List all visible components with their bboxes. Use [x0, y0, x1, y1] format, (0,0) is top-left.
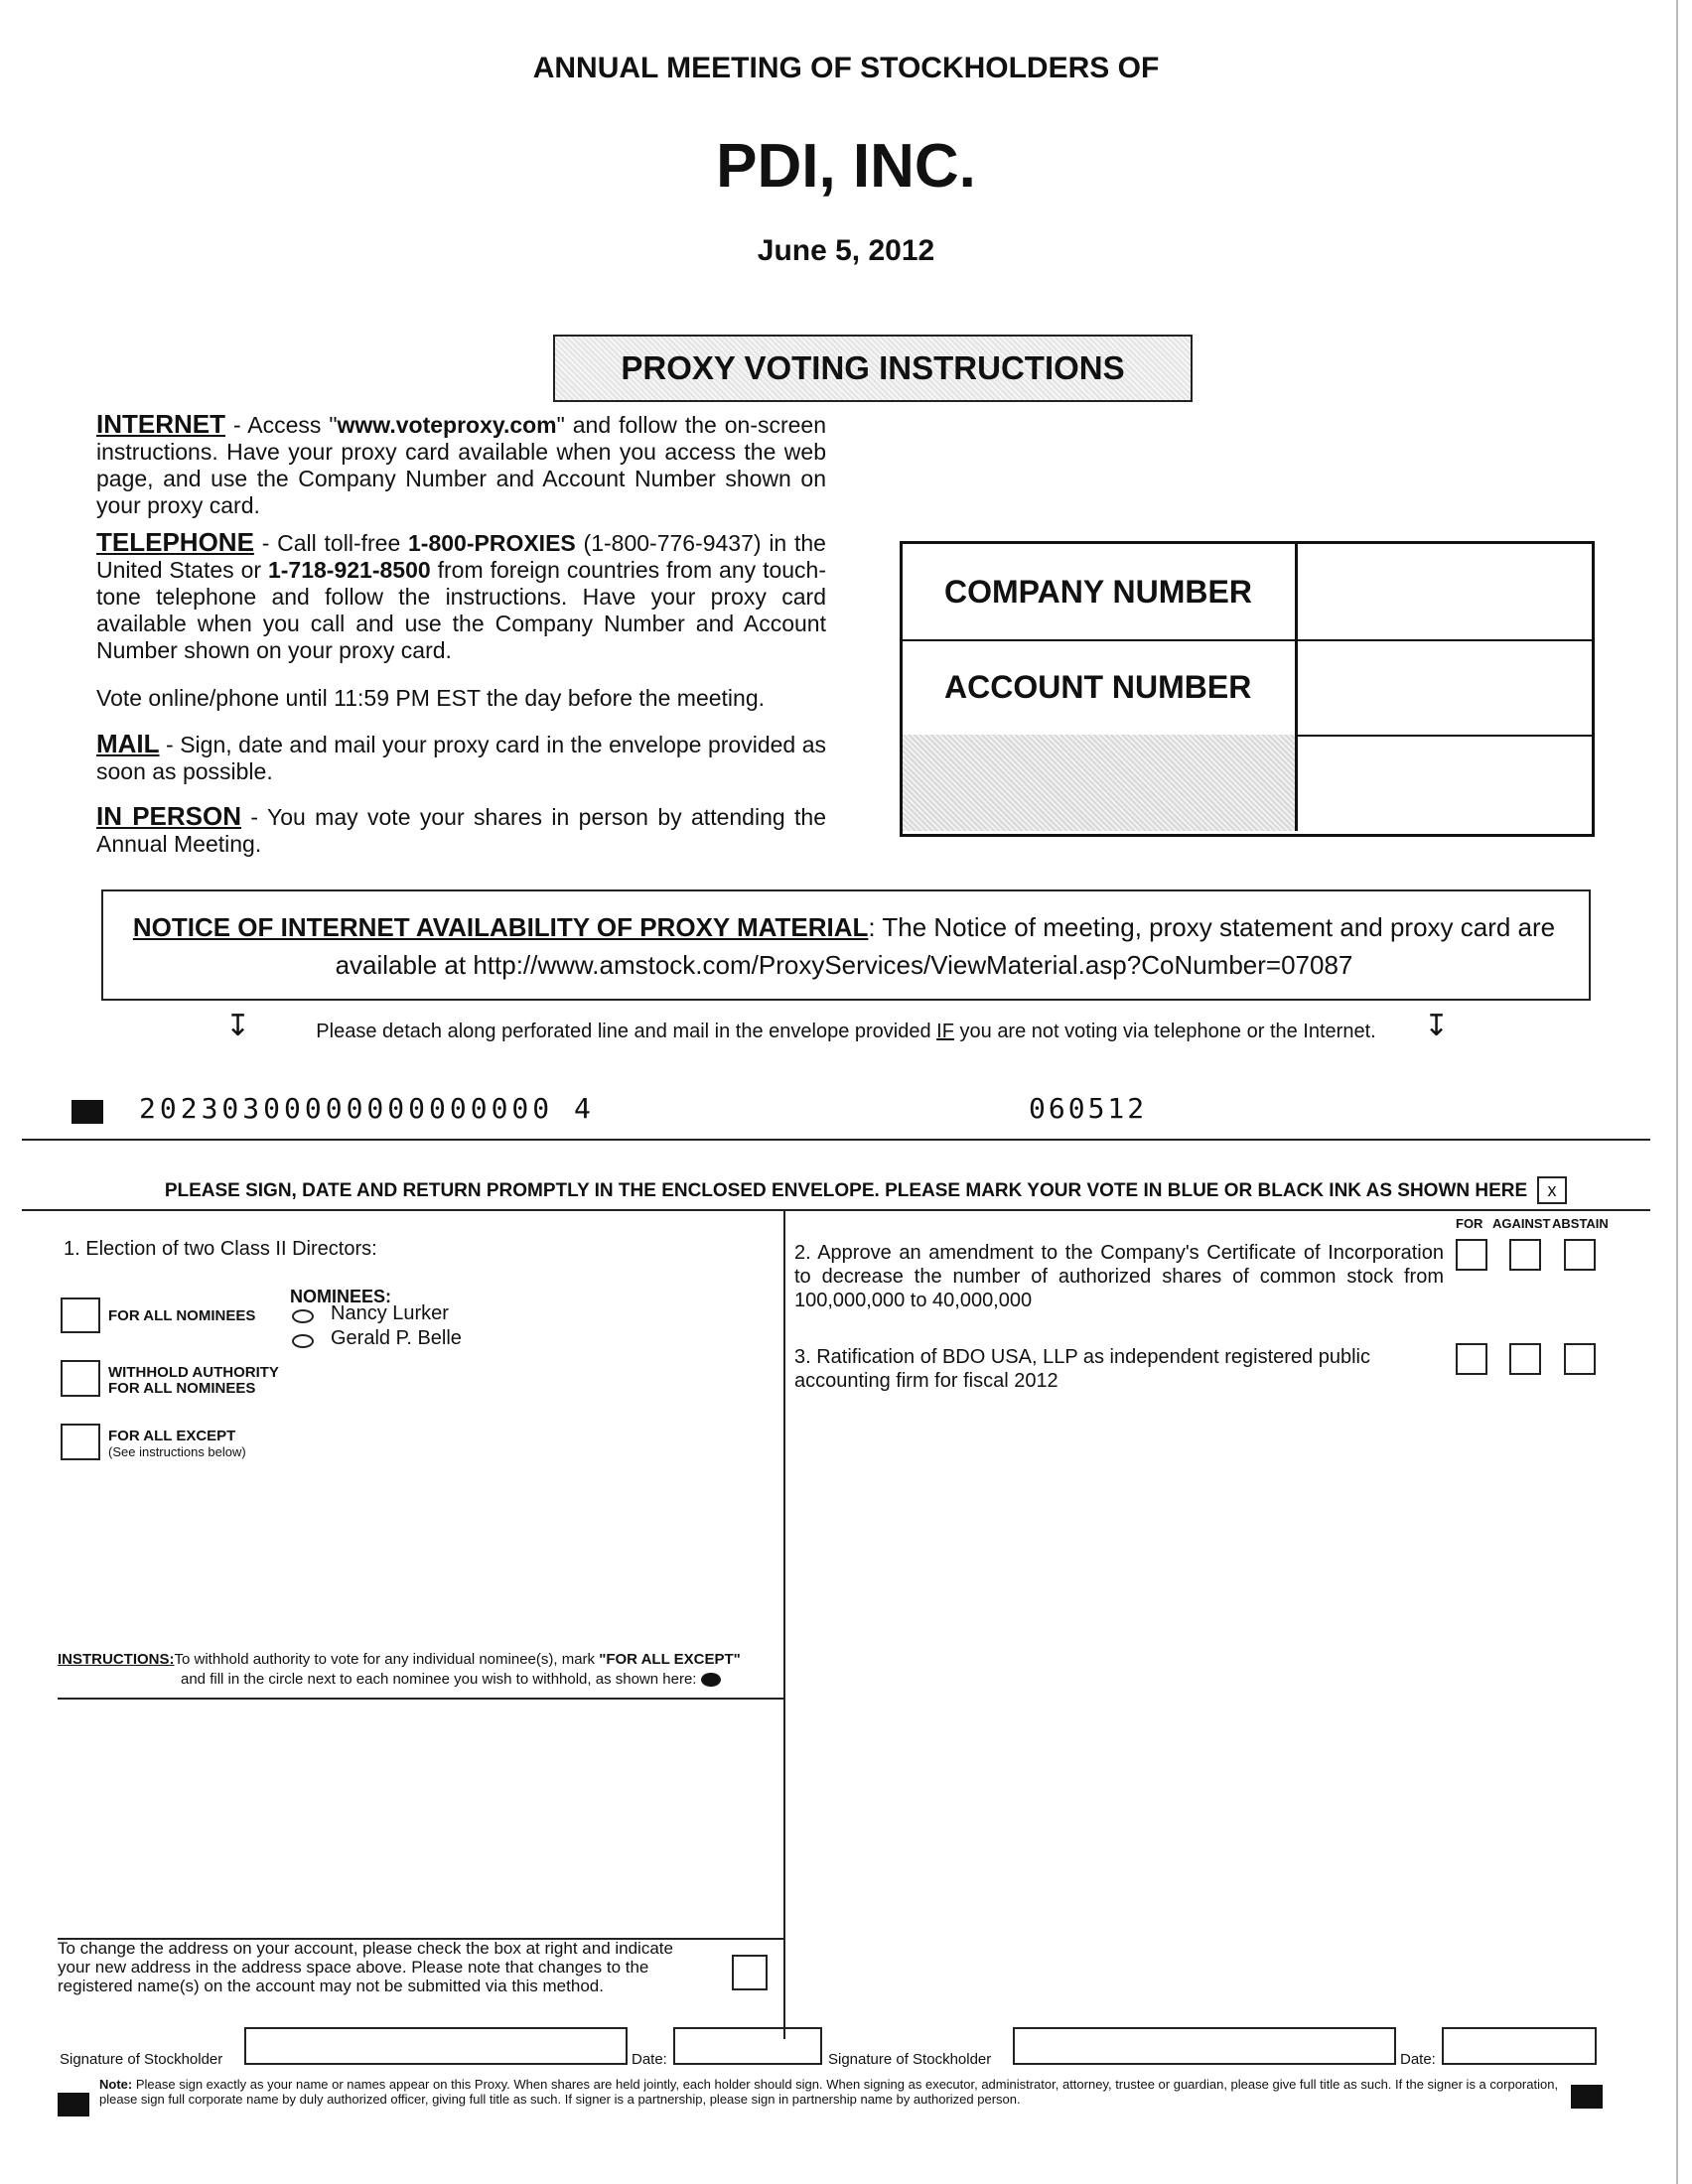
mail-text: - Sign, date and mail your proxy card in the envelope provided as soon as possible.	[96, 732, 826, 784]
telephone-text-mid: (1-800-776-9437) in the United States or	[96, 530, 826, 583]
notice-text	[129, 908, 1559, 984]
registration-mark	[58, 2093, 89, 2116]
instructions-underline	[58, 1698, 783, 1700]
foreign-number: 1-718-921-8500	[267, 557, 431, 583]
mail-instructions	[96, 731, 826, 785]
registration-mark	[71, 1100, 103, 1124]
note-label: Note:	[99, 2077, 133, 2092]
instructions-text1: To withhold authority to vote for any individual nominee(s), mark	[174, 1651, 600, 1668]
internet-heading: INTERNET	[96, 409, 225, 439]
item3-label: 3. Ratification of BDO USA, LLP as independent registered public accounting firm for fiscal 2012	[794, 1346, 1370, 1392]
item2-for-checkbox[interactable]	[1456, 1239, 1487, 1271]
shaded-row	[903, 735, 1592, 831]
telephone-instructions	[96, 529, 826, 664]
ballot-divider	[783, 1209, 785, 2039]
perforation-line	[22, 1139, 1650, 1141]
in-person-instructions	[96, 803, 826, 858]
internet-instructions	[96, 411, 826, 519]
proxy-voting-instructions-label: PROXY VOTING INSTRUCTIONS	[621, 349, 1125, 386]
withhold-instructions	[58, 1650, 773, 1690]
sign-return-instructions: PLEASE SIGN, DATE AND RETURN PROMPTLY IN THE ENCLOSED ENVELOPE. PLEASE MARK YOUR VOTE IN BLUE OR BLACK INK AS SHOWN HERE	[164, 1180, 1528, 1201]
withhold-line1: WITHHOLD AUTHORITY	[108, 1364, 279, 1381]
company-number-label: COMPANY NUMBER	[903, 544, 1298, 639]
item3-for-checkbox[interactable]	[1456, 1343, 1487, 1375]
detach-if: IF	[936, 1021, 954, 1042]
for-all-nominees-label: FOR ALL NOMINEES	[108, 1307, 256, 1324]
signature-field[interactable]	[244, 2027, 628, 2065]
ballot-top-line	[22, 1209, 1650, 1211]
detach-text-pre: Please detach along perforated line and mail in the envelope provided	[316, 1021, 937, 1042]
company-number-row	[903, 544, 1592, 641]
shaded-cell	[903, 735, 1298, 831]
for-all-except-line1: FOR ALL EXCEPT	[108, 1428, 236, 1444]
signature-note	[99, 2077, 1559, 2107]
instructions-bold: "FOR ALL EXCEPT"	[599, 1651, 741, 1668]
abstain-column-header: ABSTAIN	[1552, 1216, 1609, 1231]
signature-label: Signature of Stockholder	[60, 2051, 223, 2068]
item2-abstain-checkbox[interactable]	[1564, 1239, 1596, 1271]
meeting-date: June 5, 2012	[757, 234, 935, 267]
against-column-header: AGAINST	[1492, 1216, 1551, 1231]
signature-field[interactable]	[1013, 2027, 1396, 2065]
form-code: 060512	[1029, 1092, 1148, 1125]
detach-text-post: you are not voting via telephone or the Internet.	[953, 1021, 1376, 1042]
instructions-text2: and fill in the circle next to each nominee you wish to withhold, as shown here:	[181, 1671, 697, 1688]
in-person-heading: IN PERSON	[96, 801, 242, 831]
proxy-voting-instructions-title	[553, 335, 1193, 402]
page-edge	[1676, 0, 1678, 2184]
item3-abstain-checkbox[interactable]	[1564, 1343, 1596, 1375]
down-arrow-icon: ↧	[225, 1010, 251, 1042]
nominee-name: Nancy Lurker	[331, 1302, 449, 1324]
company-account-table	[900, 541, 1595, 837]
address-change-checkbox[interactable]	[732, 1955, 768, 1990]
telephone-text-pre: - Call toll-free	[253, 530, 409, 556]
filled-circle-icon	[701, 1673, 721, 1687]
telephone-heading: TELEPHONE	[96, 527, 254, 557]
vote-deadline: Vote online/phone until 11:59 PM EST the day before the meeting.	[96, 685, 765, 711]
item2-label: 2. Approve an amendment to the Company's Certificate of Incorporation to decrease the number of authorized shares of common stock from 100,000,000 to 40,000,000	[794, 1242, 1444, 1311]
date-label: Date:	[1400, 2051, 1436, 2068]
date-field[interactable]	[1442, 2027, 1597, 2065]
barcode-number: 20230300000000000000 4	[139, 1092, 595, 1125]
example-mark-box: x	[1537, 1176, 1567, 1204]
notice-body: : The Notice of meeting, proxy statement and proxy card are available at http://www.amstock.com/ProxyServices/ViewMaterial.asp?CoNumber=07087	[335, 912, 1556, 980]
notice-heading: NOTICE OF INTERNET AVAILABILITY OF PROXY MATERIAL	[132, 912, 869, 942]
mail-heading: MAIL	[96, 729, 160, 758]
meeting-heading: ANNUAL MEETING OF STOCKHOLDERS OF	[532, 52, 1160, 84]
date-label: Date:	[632, 2051, 667, 2068]
vote-website-link[interactable]: www.voteproxy.com	[337, 412, 557, 438]
in-person-text: - You may vote your shares in person by attending the Annual Meeting.	[96, 804, 826, 857]
signature-label: Signature of Stockholder	[828, 2051, 992, 2068]
for-all-except-label	[108, 1429, 246, 1460]
instructions-heading: INSTRUCTIONS:	[58, 1651, 175, 1668]
item3-against-checkbox[interactable]	[1509, 1343, 1541, 1375]
nominee-circle[interactable]	[292, 1334, 314, 1348]
item1-label: 1. Election of two Class II Directors:	[64, 1238, 377, 1260]
note-text: Please sign exactly as your name or names appear on this Proxy. When shares are held jointly, each holder should sign. When signing as executor, administrator, attorney, trustee or guardian, please give full title as such. If the signer is a corporation, please sign full corporate name by duly authorized officer, giving full title as such. If signer is a partnership, please sign in partnership name by authorized person.	[99, 2077, 1559, 2107]
nominee-circle[interactable]	[292, 1309, 314, 1323]
nominees-heading: NOMINEES:	[290, 1287, 392, 1306]
withhold-authority-label	[108, 1365, 279, 1397]
for-column-header: FOR	[1456, 1216, 1483, 1231]
toll-free-number: 1-800-PROXIES	[408, 530, 576, 556]
date-field[interactable]	[673, 2027, 822, 2065]
for-all-except-checkbox[interactable]	[61, 1424, 100, 1460]
see-instructions: (See instructions below)	[108, 1444, 246, 1459]
nominee-name: Gerald P. Belle	[331, 1327, 462, 1349]
withhold-line2: FOR ALL NOMINEES	[108, 1380, 256, 1397]
internet-text-pre: - Access "	[225, 412, 338, 438]
telephone-text-post: from foreign countries from any touch-tone telephone and follow the instructions. Have your proxy card available when you call and use the Company Number and Account Number shown on your proxy card.	[96, 557, 827, 663]
registration-mark	[1571, 2085, 1603, 2109]
account-number-label: ACCOUNT NUMBER	[903, 639, 1298, 735]
address-change-text: To change the address on your account, please check the box at right and indicate your new address in the address space above. Please note that changes to the registered name(s) on the account may not be submitted via this method.	[58, 1939, 673, 1995]
internet-text-post: " and follow the on-screen instructions. Have your proxy card available when you access the web page, and use the Company Number and Account Number shown on your proxy card.	[96, 412, 827, 518]
item2-against-checkbox[interactable]	[1509, 1239, 1541, 1271]
down-arrow-icon: ↧	[1424, 1010, 1450, 1042]
account-number-row	[903, 639, 1592, 737]
for-all-nominees-checkbox[interactable]	[61, 1297, 100, 1333]
company-title: PDI, INC.	[716, 132, 976, 201]
detach-instructions	[0, 1021, 1692, 1043]
withhold-authority-checkbox[interactable]	[61, 1360, 100, 1397]
